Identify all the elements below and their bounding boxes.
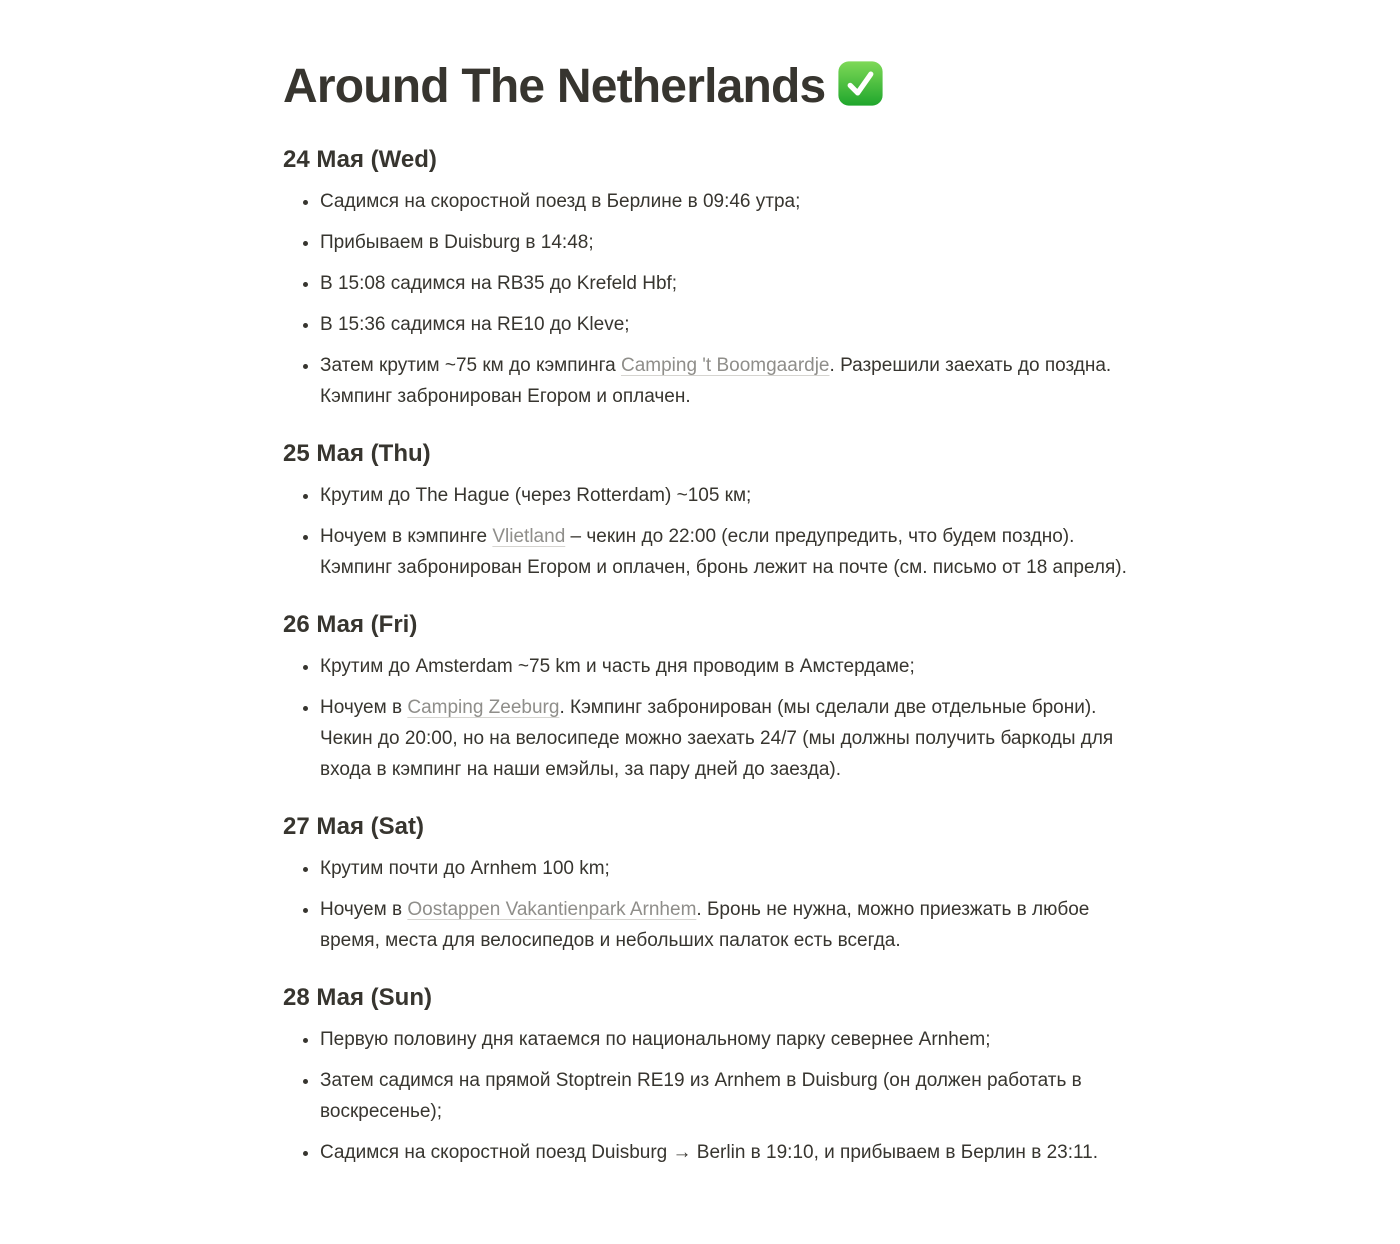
day-items-list (283, 186, 1131, 412)
check-mark-emoji (837, 60, 884, 107)
itinerary-item (320, 521, 1131, 583)
day-items-list (283, 853, 1131, 956)
day-section (283, 811, 1131, 956)
itinerary-item (320, 692, 1131, 785)
item-text: В 15:36 садимся на RE10 до Kleve; (320, 314, 630, 335)
oostappen-vakantienpark-link[interactable]: Oostappen Vakantienpark Arnhem (407, 899, 697, 920)
day-section (283, 438, 1131, 583)
itinerary-item (320, 227, 1131, 258)
itinerary-item (320, 1024, 1131, 1055)
item-text: Крутим до The Hague (через Rotterdam) ~105 км; (320, 485, 752, 506)
day-section (283, 144, 1131, 412)
item-text: Крутим до Amsterdam ~75 km и часть дня проводим в Амстердаме; (320, 656, 915, 677)
itinerary-item (320, 309, 1131, 340)
day-items-list (283, 651, 1131, 785)
day-heading: 27 Мая (Sat) (283, 813, 424, 840)
itinerary (283, 144, 1131, 1168)
item-text: Первую половину дня катаемся по национальному парку севернее Arnhem; (320, 1029, 991, 1050)
item-text: Садимся на скоростной поезд в Берлине в 09:46 утра; (320, 191, 801, 212)
item-text: Садимся на скоростной поезд Duisburg → Berlin в 19:10, и прибываем в Берлин в 23:11. (320, 1142, 1098, 1163)
day-items-list (283, 480, 1131, 583)
day-section (283, 982, 1131, 1168)
vlietland-link[interactable]: Vlietland (492, 526, 566, 547)
day-heading: 28 Мая (Sun) (283, 984, 432, 1011)
item-text: . Кэмпинг забронирован (мы сделали две отдельные брони). Чекин до 20:00, но на велосипеде можно заехать 24/7 (мы должны получить баркоды для входа в кэмпинг на наши емэйлы, за пару дней до заезда). (320, 697, 1114, 780)
itinerary-item (320, 1137, 1131, 1168)
itinerary-item (320, 268, 1131, 299)
item-text: . Разрешили заехать до поздна. Кэмпинг забронирован Егором и оплачен. (320, 355, 1112, 407)
item-text: Ночуем в (320, 899, 408, 920)
camping-boomgaardje-link[interactable]: Camping 't Boomgaardje (620, 355, 830, 376)
itinerary-item (320, 186, 1131, 217)
day-items-list (283, 1024, 1131, 1168)
item-text: В 15:08 садимся на RB35 до Krefeld Hbf; (320, 273, 678, 294)
day-heading: 25 Мая (Thu) (283, 440, 431, 467)
itinerary-item (320, 651, 1131, 682)
day-heading: 24 Мая (Wed) (283, 146, 437, 173)
item-text: Ночуем в (320, 697, 408, 718)
day-section (283, 609, 1131, 785)
page-title-text: Around The Netherlands (283, 60, 826, 113)
item-text: Ночуем в кэмпинге (320, 526, 493, 547)
camping-zeeburg-link[interactable]: Camping Zeeburg (407, 697, 560, 718)
item-text: Прибываем в Duisburg в 14:48; (320, 232, 594, 253)
page-title (283, 56, 1131, 118)
item-text: Крутим почти до Arnhem 100 km; (320, 858, 610, 879)
itinerary-item (320, 480, 1131, 511)
item-text: . Бронь не нужна, можно приезжать в любое время, места для велосипедов и небольших палаток есть всегда. (320, 899, 1090, 951)
item-text: – чекин до 22:00 (если предупредить, что будем поздно). Кэмпинг забронирован Егором и оплачен, бронь лежит на почте (см. письмо от 18 апреля). (320, 526, 1127, 578)
itinerary-item (320, 1065, 1131, 1127)
item-text: Затем садимся на прямой Stoptrein RE19 из Arnhem в Duisburg (он должен работать в воскресенье); (320, 1070, 1082, 1122)
itinerary-item (320, 853, 1131, 884)
day-heading: 26 Мая (Fri) (283, 611, 418, 638)
itinerary-item (320, 894, 1131, 956)
item-text: Затем крутим ~75 км до кэмпинга (320, 355, 621, 376)
itinerary-item (320, 350, 1131, 412)
